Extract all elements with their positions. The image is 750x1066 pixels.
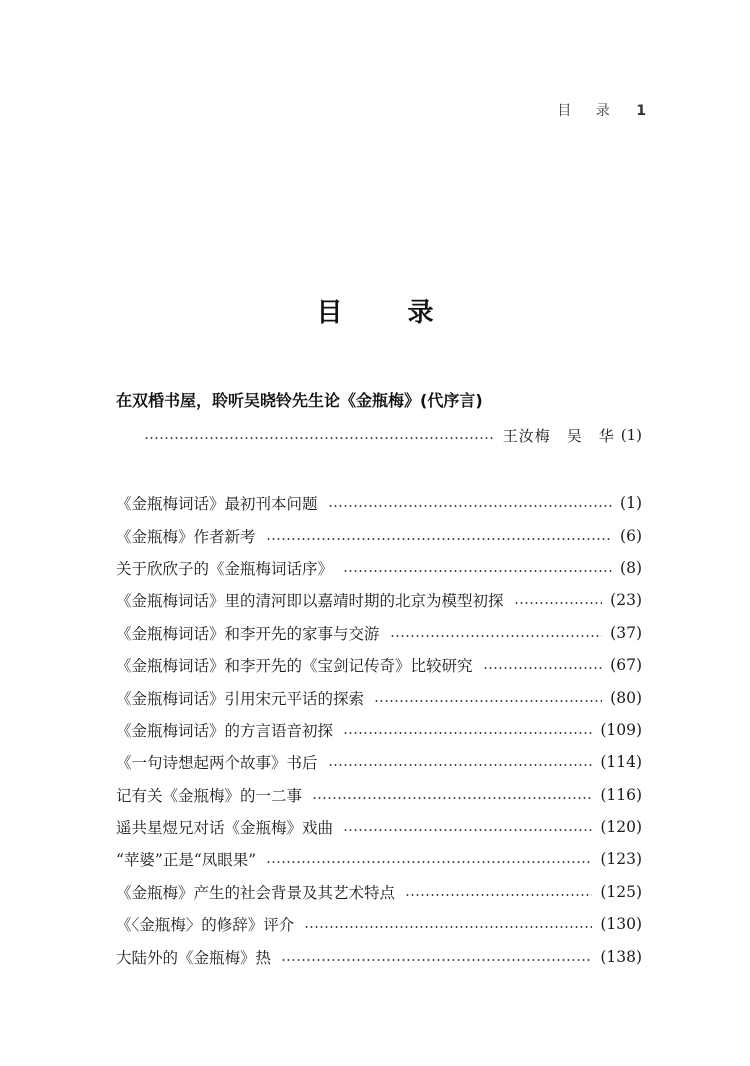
toc-entry-title: 《金瓶梅词话》和李开先的《宝剑记传奇》比较研究 [116, 657, 473, 676]
preface-title: 在双棔书屋，聆听吴晓铃先生论《金瓶梅》(代序言) [116, 391, 483, 410]
running-header-page-number: 1 [636, 103, 646, 119]
running-header-label: 目 录 [557, 103, 620, 119]
preface-page: (1) [620, 426, 642, 444]
toc-entry-title: 《金瓶梅词话》最初刊本问题 [116, 495, 318, 514]
dot-leader [343, 570, 612, 572]
dot-leader [144, 437, 495, 439]
toc-entry [116, 714, 642, 746]
dot-leader [483, 667, 603, 669]
toc-entry-page: (130) [600, 915, 642, 934]
toc-entry-title: 《金瓶梅》作者新考 [116, 527, 256, 546]
toc-entry [116, 552, 642, 584]
running-header [557, 100, 646, 120]
toc-entry-title: 《一句诗想起两个故事》书后 [116, 754, 318, 773]
dot-leader [266, 538, 613, 540]
toc-entry [116, 617, 642, 649]
dot-leader [312, 797, 592, 799]
toc-entry-page: (138) [600, 947, 642, 966]
toc-entry-title: 《金瓶梅》产生的社会背景及其艺术特点 [116, 883, 396, 902]
dot-leader [266, 861, 592, 863]
toc-entry-page: (6) [620, 526, 642, 545]
table-of-contents [116, 487, 642, 973]
dot-leader [328, 764, 593, 766]
toc-entry [116, 681, 642, 713]
dot-leader [328, 505, 613, 507]
toc-entry-title: 记有关《金瓶梅》的一二事 [116, 786, 303, 805]
dot-leader [390, 635, 603, 637]
preface-author: 王汝梅 吴 华 [502, 426, 615, 445]
toc-entry [116, 811, 642, 843]
dot-leader [343, 732, 592, 734]
toc-entry-title: 《〈金瓶梅〉的修辞》评介 [116, 916, 295, 935]
toc-entry-title: 《金瓶梅词话》和李开先的家事与交游 [116, 624, 380, 643]
toc-entry [116, 843, 642, 875]
dot-leader [514, 602, 603, 604]
toc-entry-page: (1) [620, 494, 642, 513]
toc-entry [116, 649, 642, 681]
toc-entry [116, 876, 642, 908]
toc-entry-title: 遥共星煜兄对话《金瓶梅》戏曲 [116, 819, 334, 838]
toc-entry-title: 《金瓶梅词话》引用宋元平话的探索 [116, 689, 365, 708]
dot-leader [343, 829, 592, 831]
toc-entry-page: (114) [600, 753, 642, 772]
preface-author-line [144, 424, 642, 446]
toc-entry-page: (120) [600, 818, 642, 837]
toc-entry [116, 519, 642, 551]
toc-entry [116, 779, 642, 811]
toc-entry-title: 《金瓶梅词话》的方言语音初探 [116, 721, 334, 740]
toc-entry [116, 940, 642, 972]
toc-entry-title: 大陆外的《金瓶梅》热 [116, 948, 272, 967]
dot-leader [374, 700, 602, 702]
toc-entry-page: (37) [610, 623, 642, 642]
page-title: 目 录 [316, 298, 462, 328]
toc-entry-page: (8) [620, 558, 642, 577]
toc-entry-page: (23) [610, 591, 642, 610]
toc-entry-page: (116) [600, 785, 642, 804]
dot-leader [304, 926, 592, 928]
toc-entry-page: (109) [600, 720, 642, 739]
toc-entry [116, 584, 642, 616]
toc-entry-page: (123) [600, 850, 642, 869]
dot-leader [281, 959, 592, 961]
toc-entry-page: (125) [600, 882, 642, 901]
toc-entry-title: “苹婆”正是“凤眼果” [116, 851, 257, 870]
toc-entry-title: 《金瓶梅词话》里的清河即以嘉靖时期的北京为模型初探 [116, 592, 504, 611]
toc-entry-title: 关于欣欣子的《金瓶梅词话序》 [116, 559, 334, 578]
dot-leader [405, 894, 592, 896]
toc-entry-page: (67) [610, 656, 642, 675]
toc-entry [116, 746, 642, 778]
toc-entry [116, 908, 642, 940]
toc-entry [116, 487, 642, 519]
toc-entry-page: (80) [610, 688, 642, 707]
